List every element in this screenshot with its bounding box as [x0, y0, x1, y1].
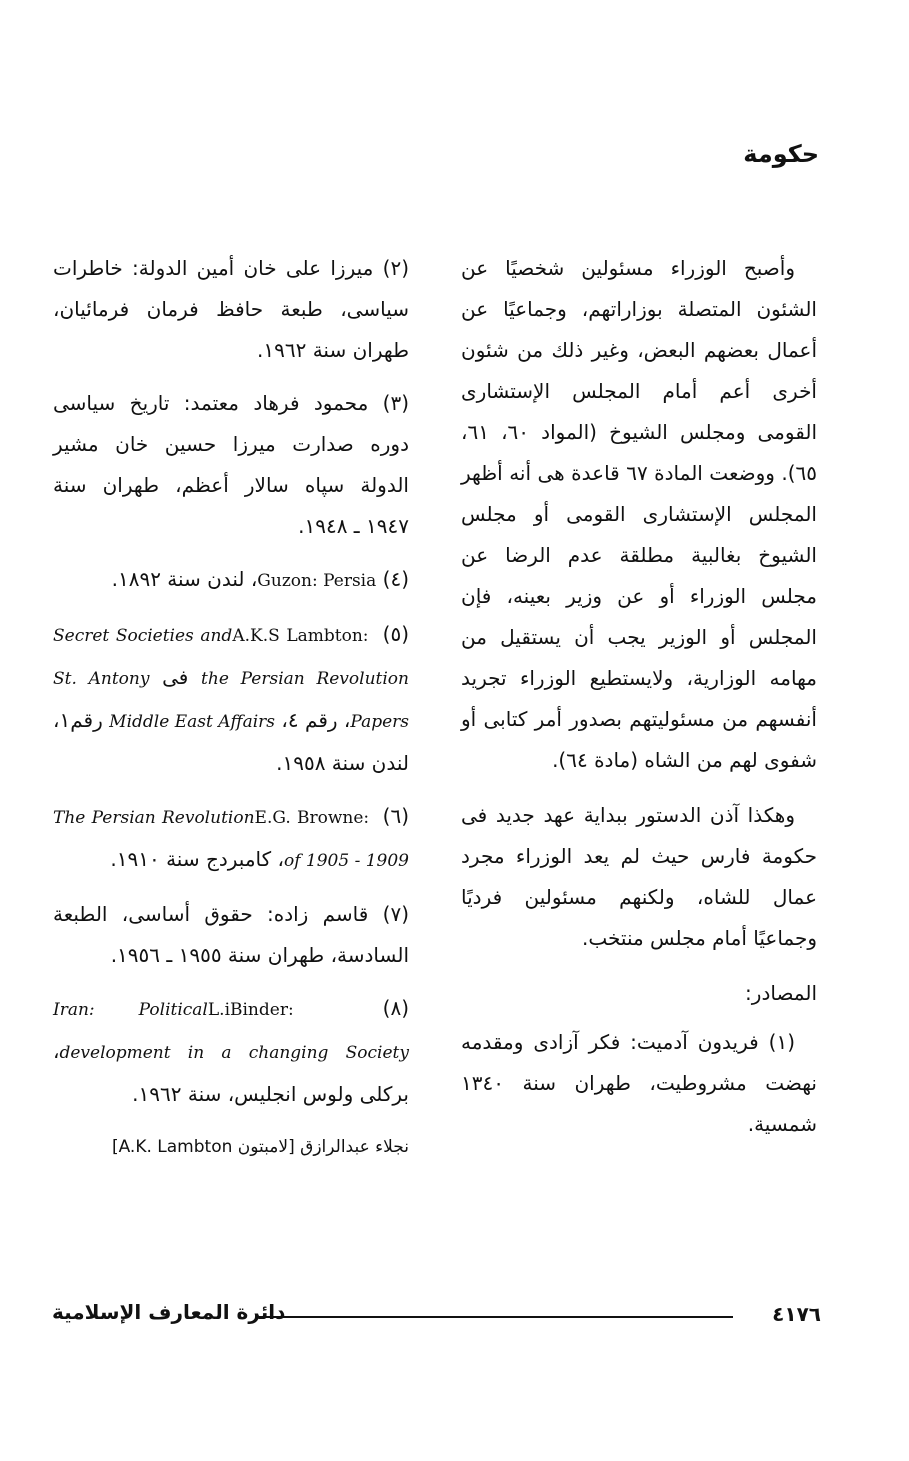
reference-4-tail: ، لندن سنة ١٨٩٢.	[111, 567, 258, 591]
reference-5-number: (٥)	[375, 622, 409, 646]
reference-8-tail: ، بركلى ولوس انجليس، سنة ١٩٦٢.	[53, 1039, 409, 1106]
reference-8	[53, 988, 409, 1115]
reference-4-number: (٤)	[376, 567, 409, 591]
reference-6-tail: ، كامبردج سنة ١٩١٠.	[110, 847, 284, 871]
sources-heading: المصادر:	[745, 981, 817, 1005]
article-author: نجلاء عبدالرازق [لامبتون A.K. Lambton]	[111, 1137, 409, 1157]
page-number: ٤١٧٦	[772, 1302, 821, 1326]
reference-4-latin: Guzon: Persia	[257, 571, 377, 591]
reference-3: (٣) محمود فرهاد معتمد: تاريخ سياسى دوره صدارت ميرزا حسين خان مشير الدولة سپاه سالار أعظم، طهران سنة ١٩٤٧ ـ ١٩٤٨.	[53, 391, 409, 538]
left-column	[53, 248, 409, 1182]
paragraph-ministers-responsibility: وأصبح الوزراء مسئولين شخصيًا عن الشئون المتصلة بوزاراتهم، وجماعيًا عن أعمال بعضهم البعض، وغير ذلك من شئون أخرى أعم أمام المجلس الإستشارى القومى ومجلس الشيوخ (المواد ٦٠، ٦١، ٦٥). ووضعت المادة ٦٧ قاعدة هى أنه أظهر المجلس الإستشارى القومى أو مجلس الشيوخ بغالبية مطلقة عدم الرضا عن مجلس الوزراء أو عن وزير بعينه، فإن المجلس أو الوزير يجب أن يستقيل من مهامه الوزارية، ولايستطيع الوزراء تجريد أنفسهم من مسئوليتهم بصدور أمر كتابى أو شفوى لهم من الشاه (مادة ٦٤).	[461, 256, 817, 772]
reference-8-number: (٨)	[337, 996, 409, 1020]
paragraph-new-era: وهكذا آذن الدستور ببداية عهد جديد فى حكومة فارس حيث لم يعد الوزراء مجرد عمال للشاه، ولكنهم مسئولين فرديًا وجماعيًا أمام مجلس منتخب.	[461, 803, 817, 950]
footer-divider	[258, 1316, 733, 1318]
reference-1: (١) فريدون آدميت: فكر آزادى ومقدمه نهضت مشروطيت، طهران سنة ١٣٤٠ شمسية.	[461, 1030, 817, 1136]
publication-name: دائرة المعارف الإسلامية	[52, 1300, 286, 1324]
page-footer	[52, 1300, 821, 1340]
reference-6-author: E.G. Browne:	[254, 808, 376, 828]
reference-2: (٢) ميرزا على خان أمين الدولة: خاطرات سياسى، طبعة حافظ فرمان فرمائيان، طهران سنة ١٩٦٢.	[53, 256, 409, 362]
reference-5-title: Secret Societies and the Persian Revolution	[53, 626, 409, 689]
right-column	[461, 248, 817, 1157]
reference-5-fi: فى	[149, 665, 202, 689]
reference-7: (٧) قاسم زاده: حقوق أساسى، الطبعة السادسة، طهران سنة ١٩٥٥ ـ ١٩٥٦.	[53, 902, 409, 967]
page-title: حكومة	[743, 140, 819, 168]
reference-5-affairs: Middle East Affairs	[109, 712, 275, 732]
reference-5-author: A.K.S Lambton:	[232, 626, 376, 646]
reference-8-author: L.iBinder:	[207, 1000, 338, 1020]
reference-6	[53, 796, 409, 882]
reference-6-number: (٦)	[375, 804, 409, 828]
reference-5-mid: ، رقم ٤،	[275, 708, 351, 732]
reference-5	[53, 614, 409, 784]
reference-4	[53, 559, 409, 602]
reference-6-title: The Persian Revolution of 1905 - 1909	[53, 808, 409, 871]
reference-5-tail: رقم١، لندن سنة ١٩٥٨.	[53, 708, 409, 775]
reference-5-papers: St. Antony Papers	[53, 669, 410, 732]
reference-8-title: Iran: Political development in a changing Society	[53, 1000, 409, 1063]
